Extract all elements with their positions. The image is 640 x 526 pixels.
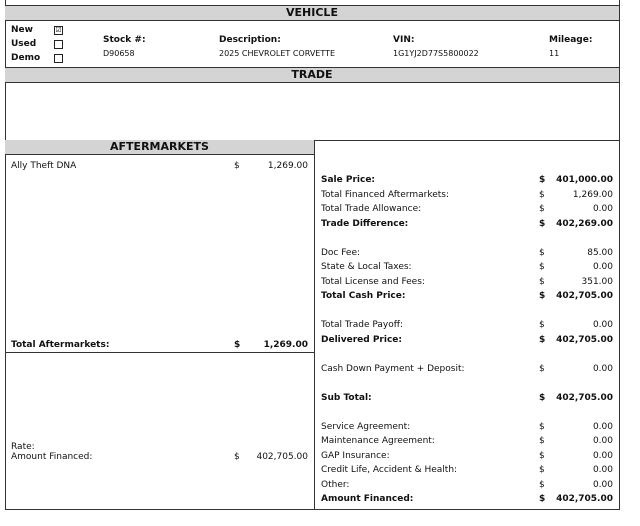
- summary-row-6-label: Total License and Fees:: [321, 277, 425, 287]
- summary-row-16-amount: 0.00: [592, 480, 613, 490]
- summary-row-15-amount: 0.00: [592, 465, 613, 475]
- frame-bottom-border: [5, 509, 619, 510]
- aftermarket-item-amount: 1,269.00: [267, 161, 308, 171]
- summary-row-10-amount: 0.00: [592, 364, 613, 374]
- summary-row-13-currency: $: [539, 436, 545, 446]
- summary-row-16-currency: $: [539, 480, 545, 490]
- summary-row-12-currency: $: [539, 422, 545, 432]
- summary-row-7-currency: $: [539, 291, 546, 301]
- summary-row-17-label: Amount Financed:: [321, 494, 414, 504]
- summary-row-13-amount: 0.00: [592, 436, 613, 446]
- summary-row-6-currency: $: [539, 277, 545, 287]
- vehicle-section-header: VEHICLE: [5, 5, 619, 21]
- summary-row-3-currency: $: [539, 219, 546, 229]
- summary-row-0-amount: 401,000.00: [556, 175, 613, 185]
- aftermarkets-bottom-divider: [5, 352, 314, 353]
- aftermarket-item-name: Ally Theft DNA: [11, 161, 77, 171]
- trade-section-header: TRADE: [5, 67, 619, 83]
- summary-row-11-amount: 402,705.00: [556, 393, 613, 403]
- amount-financed-currency: $: [234, 452, 240, 462]
- frame-right-border: [619, 0, 620, 510]
- vin-value: 1G1YJ2D77S5800022: [393, 49, 479, 58]
- amount-financed-amount: 402,705.00: [256, 452, 308, 462]
- summary-row-14-currency: $: [539, 451, 545, 461]
- summary-row-3-amount: 402,269.00: [556, 219, 613, 229]
- summary-row-10-currency: $: [539, 364, 545, 374]
- description-value: 2025 CHEVROLET CORVETTE: [219, 49, 336, 58]
- summary-row-13-label: Maintenance Agreement:: [321, 436, 435, 446]
- summary-row-1-currency: $: [539, 190, 545, 200]
- summary-row-8-currency: $: [539, 320, 545, 330]
- aftermarket-item-currency: $: [234, 161, 240, 171]
- summary-row-1-label: Total Financed Aftermarkets:: [321, 190, 449, 200]
- total-aftermarkets-currency: $: [234, 340, 241, 350]
- total-aftermarkets-amount: 1,269.00: [263, 340, 308, 350]
- summary-row-7-label: Total Cash Price:: [321, 291, 406, 301]
- stock-value: D90658: [103, 49, 135, 58]
- summary-row-7-amount: 402,705.00: [556, 291, 613, 301]
- condition-new-checkbox[interactable]: ☑: [55, 26, 62, 34]
- summary-row-17-amount: 402,705.00: [556, 494, 613, 504]
- condition-demo-label: Demo: [11, 53, 41, 63]
- summary-row-12-label: Service Agreement:: [321, 422, 411, 432]
- summary-row-11-label: Sub Total:: [321, 393, 372, 403]
- summary-row-2-currency: $: [539, 204, 545, 214]
- summary-row-14-label: GAP Insurance:: [321, 451, 390, 461]
- summary-row-5-amount: 0.00: [592, 262, 613, 272]
- summary-row-9-label: Delivered Price:: [321, 335, 402, 345]
- summary-row-12-amount: 0.00: [592, 422, 613, 432]
- summary-row-0-currency: $: [539, 175, 546, 185]
- summary-row-17-currency: $: [539, 494, 546, 504]
- stock-label: Stock #:: [103, 35, 146, 45]
- rate-label: Rate:: [11, 442, 35, 452]
- condition-new-label: New: [11, 25, 33, 35]
- aftermarkets-section-header: AFTERMARKETS: [5, 140, 314, 155]
- vin-label: VIN:: [393, 35, 415, 45]
- summary-row-15-label: Credit Life, Accident & Health:: [321, 465, 458, 475]
- summary-row-9-currency: $: [539, 335, 546, 345]
- mileage-value: 11: [549, 49, 560, 58]
- summary-row-5-label: State & Local Taxes:: [321, 262, 412, 272]
- summary-row-3-label: Trade Difference:: [321, 219, 409, 229]
- summary-row-4-amount: 85.00: [587, 248, 613, 258]
- summary-row-2-amount: 0.00: [592, 204, 613, 214]
- total-aftermarkets-label: Total Aftermarkets:: [11, 340, 110, 350]
- description-label: Description:: [219, 35, 281, 45]
- condition-used-label: Used: [11, 39, 37, 49]
- summary-row-4-label: Doc Fee:: [321, 248, 361, 258]
- summary-row-8-amount: 0.00: [592, 320, 613, 330]
- summary-row-1-amount: 1,269.00: [572, 190, 613, 200]
- amount-financed-label: Amount Financed:: [11, 452, 93, 462]
- summary-row-4-currency: $: [539, 248, 545, 258]
- summary-row-16-label: Other:: [321, 480, 350, 490]
- summary-row-8-label: Total Trade Payoff:: [321, 320, 403, 330]
- pane-divider: [314, 140, 315, 510]
- mileage-label: Mileage:: [549, 35, 593, 45]
- condition-used-checkbox[interactable]: [54, 40, 63, 49]
- summary-row-6-amount: 351.00: [581, 277, 613, 287]
- summary-row-15-currency: $: [539, 465, 545, 475]
- summary-row-2-label: Total Trade Allowance:: [321, 204, 422, 214]
- summary-row-9-amount: 402,705.00: [556, 335, 613, 345]
- condition-demo-checkbox[interactable]: [54, 54, 63, 63]
- summary-row-11-currency: $: [539, 393, 546, 403]
- summary-row-10-label: Cash Down Payment + Deposit:: [321, 364, 465, 374]
- summary-row-5-currency: $: [539, 262, 545, 272]
- summary-row-0-label: Sale Price:: [321, 175, 376, 185]
- summary-row-14-amount: 0.00: [592, 451, 613, 461]
